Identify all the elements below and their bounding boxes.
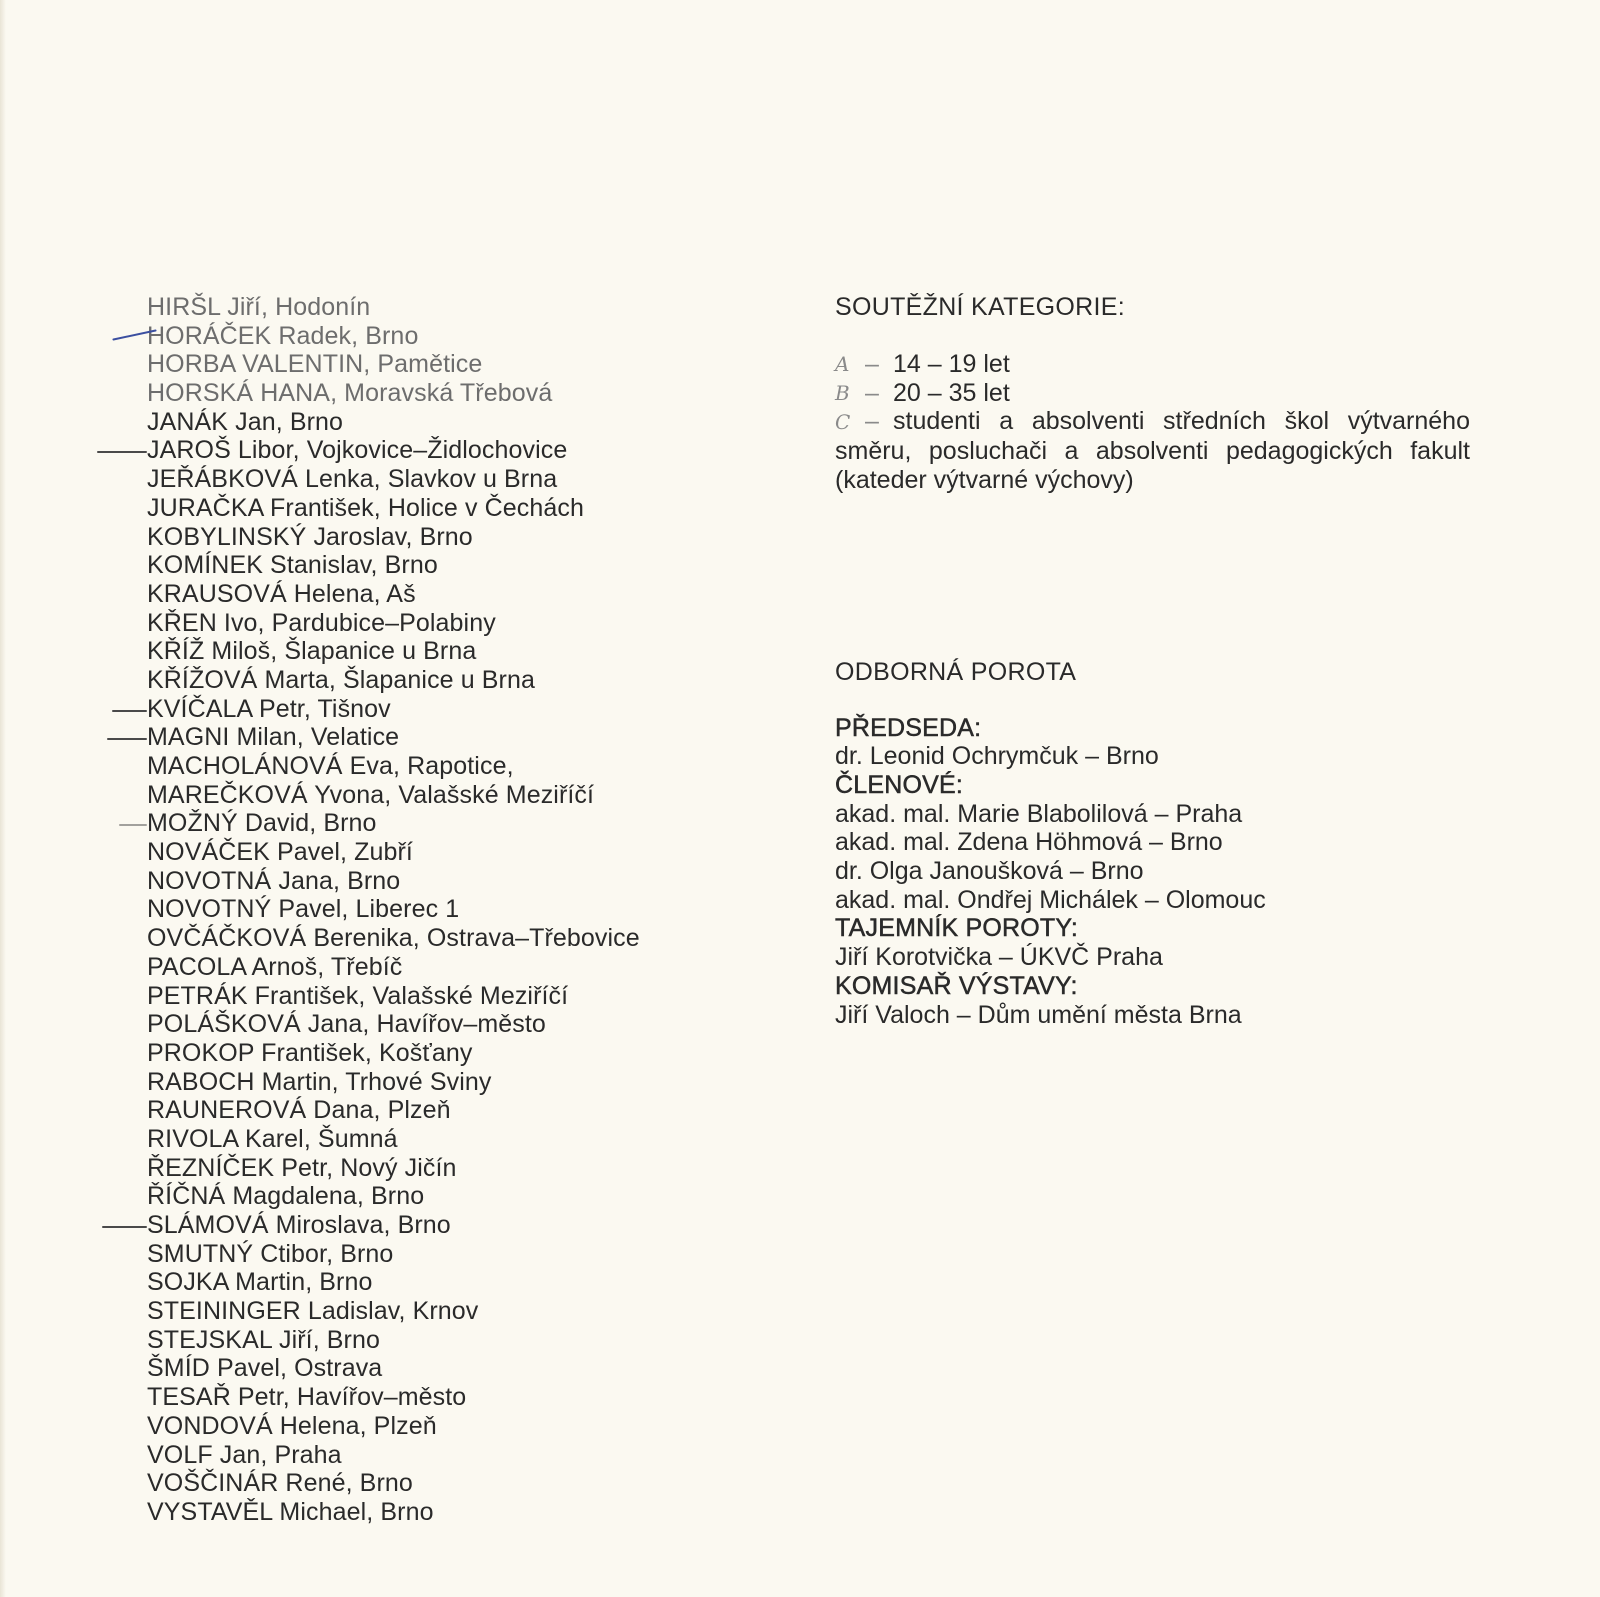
list-item: [147, 953, 640, 982]
participant-name: KVÍČALA Petr, Tišnov: [147, 694, 391, 723]
members-label: ČLENOVÉ:: [835, 770, 964, 799]
participant-name: RABOCH Martin, Trhové Sviny: [147, 1067, 492, 1096]
pen-mark: [119, 824, 147, 826]
category-letter: C: [835, 410, 851, 435]
secretary-name: Jiří Korotvička – ÚKVČ Praha: [835, 943, 1163, 972]
page-edge: [0, 0, 6, 1597]
participant-name: STEJSKAL Jiří, Brno: [147, 1325, 380, 1354]
pen-mark: [112, 710, 147, 712]
list-item: [147, 1469, 640, 1498]
list-item: [147, 322, 640, 351]
jury-list: [835, 714, 1470, 1030]
list-item: [147, 838, 640, 867]
list-item: [147, 1297, 640, 1326]
participant-name: KŘÍŽ Miloš, Šlapanice u Brna: [147, 637, 477, 666]
list-item: [147, 1182, 640, 1211]
category-item: [835, 350, 1470, 379]
participant-name: RIVOLA Karel, Šumná: [147, 1124, 398, 1153]
chair-label: PŘEDSEDA:: [835, 713, 982, 742]
participant-name: PACOLA Arnoš, Třebíč: [147, 952, 403, 981]
category-letter: A: [835, 352, 850, 376]
categories-heading: SOUTĚŽNÍ KATEGORIE:: [835, 293, 1125, 321]
categories-list: [835, 350, 1470, 495]
participant-name: VOLF Jan, Praha: [147, 1440, 342, 1469]
participant-name: JURAČKA František, Holice v Čechách: [147, 493, 584, 522]
list-item: [147, 809, 640, 838]
participant-name: SMUTNÝ Ctibor, Brno: [147, 1239, 394, 1268]
participant-name: HORBA VALENTIN, Pamětice: [147, 350, 483, 379]
list-item: [147, 1125, 640, 1154]
participant-name: KRAUSOVÁ Helena, Aš: [147, 579, 416, 608]
participant-name: NOVOTNÝ Pavel, Liberec 1: [147, 895, 460, 924]
list-item: [147, 982, 640, 1011]
list-item: [147, 752, 640, 781]
list-item: [147, 350, 640, 379]
list-item: [147, 523, 640, 552]
list-item: [147, 723, 640, 752]
category-dash: –: [865, 350, 879, 378]
participant-name: RAUNEROVÁ Dana, Plzeň: [147, 1096, 451, 1125]
participant-name: MACHOLÁNOVÁ Eva, Rapotice,: [147, 752, 514, 780]
pen-mark: [97, 451, 147, 453]
secretary-label: TAJEMNÍK POROTY:: [835, 914, 1079, 943]
list-item: [147, 1354, 640, 1383]
list-item: [147, 867, 640, 896]
list-item: [147, 408, 640, 437]
participant-name: MOŽNÝ David, Brno: [147, 809, 377, 838]
list-item: [147, 1441, 640, 1470]
list-item: [147, 1154, 640, 1183]
participant-name: STEININGER Ladislav, Krnov: [147, 1297, 479, 1326]
participant-name: SLÁMOVÁ Miroslava, Brno: [147, 1211, 451, 1239]
member-name: dr. Olga Janoušková – Brno: [835, 857, 1144, 886]
participant-name: MAREČKOVÁ Yvona, Valašské Meziříčí: [147, 780, 595, 809]
list-item: [147, 1211, 640, 1240]
list-item: [147, 1010, 640, 1039]
list-item: [147, 1326, 640, 1355]
participant-name: HIRŠL Jiří, Hodonín: [147, 293, 371, 321]
list-item: [147, 1096, 640, 1125]
participant-name: JAROŠ Libor, Vojkovice–Židlochovice: [147, 436, 568, 465]
list-item: [147, 1498, 640, 1527]
participant-name: NOVOTNÁ Jana, Brno: [147, 866, 401, 895]
commissioner-name: Jiří Valoch – Dům umění města Brna: [835, 1000, 1242, 1029]
list-item: [147, 1240, 640, 1269]
participant-name: NOVÁČEK Pavel, Zubří: [147, 838, 413, 867]
list-item: [147, 609, 640, 638]
participant-name: VONDOVÁ Helena, Plzeň: [147, 1411, 437, 1440]
category-item: [835, 407, 1470, 494]
category-letter: B: [835, 380, 850, 405]
category-text: studenti a absolventi středních škol výtvarného směru, posluchači a absolventi pedagogických fakult (kateder výtvarné výchovy): [835, 407, 1470, 494]
commissioner-label: KOMISAŘ VÝSTAVY:: [835, 971, 1078, 1000]
participants-list: [147, 293, 640, 1527]
participant-name: KŘÍŽOVÁ Marta, Šlapanice u Brna: [147, 665, 535, 694]
list-item: [147, 1039, 640, 1068]
list-item: [147, 924, 640, 953]
participant-name: VYSTAVĚL Michael, Brno: [147, 1497, 434, 1526]
participant-name: ŠMÍD Pavel, Ostrava: [147, 1354, 383, 1383]
participant-name: KOMÍNEK Stanislav, Brno: [147, 551, 438, 580]
pen-mark: [107, 738, 147, 740]
participant-name: JEŘÁBKOVÁ Lenka, Slavkov u Brna: [147, 465, 558, 494]
participant-name: POLÁŠKOVÁ Jana, Havířov–město: [147, 1010, 546, 1039]
participant-name: KŘEN Ivo, Pardubice–Polabiny: [147, 608, 496, 637]
list-item: [147, 781, 640, 810]
participant-name: ŘEZNÍČEK Petr, Nový Jičín: [147, 1153, 457, 1182]
list-item: [147, 1383, 640, 1412]
participant-name: PETRÁK František, Valašské Meziříčí: [147, 981, 569, 1010]
participant-name: OVČÁČKOVÁ Berenika, Ostrava–Třebovice: [147, 924, 640, 953]
participant-name: MAGNI Milan, Velatice: [147, 723, 400, 752]
right-column: [835, 292, 1470, 1029]
list-item: [147, 379, 640, 408]
category-text: 20 – 35 let: [893, 378, 1010, 407]
category-dash: –: [865, 407, 879, 436]
participant-name: SOJKA Martin, Brno: [147, 1268, 373, 1297]
list-item: [147, 637, 640, 666]
list-item: [147, 436, 640, 465]
category-text: 14 – 19 let: [893, 350, 1010, 378]
jury-heading: ODBORNÁ POROTA: [835, 657, 1077, 686]
participant-name: PROKOP František, Košťany: [147, 1038, 473, 1067]
participant-name: JANÁK Jan, Brno: [147, 407, 344, 436]
list-item: [147, 1068, 640, 1097]
list-item: [147, 580, 640, 609]
list-item: [147, 666, 640, 695]
participant-name: HORSKÁ HANA, Moravská Třebová: [147, 379, 553, 408]
member-name: akad. mal. Zdena Höhmová – Brno: [835, 828, 1223, 857]
participant-name: TESAŘ Petr, Havířov–město: [147, 1383, 467, 1412]
list-item: [147, 1268, 640, 1297]
list-item: [147, 551, 640, 580]
category-dash: –: [865, 378, 879, 407]
chair-name: dr. Leonid Ochrymčuk – Brno: [835, 742, 1159, 771]
pen-mark: [102, 1226, 147, 1228]
member-name: akad. mal. Ondřej Michálek – Olomouc: [835, 885, 1266, 914]
list-item: [147, 695, 640, 724]
participant-name: VOŠČINÁR René, Brno: [147, 1469, 413, 1498]
participant-name: ŘÍČNÁ Magdalena, Brno: [147, 1182, 425, 1211]
list-item: [147, 494, 640, 523]
member-name: akad. mal. Marie Blabolilová – Praha: [835, 799, 1243, 828]
list-item: [147, 293, 640, 322]
participant-name: KOBYLINSKÝ Jaroslav, Brno: [147, 522, 473, 551]
list-item: [147, 465, 640, 494]
list-item: [147, 1412, 640, 1441]
list-item: [147, 895, 640, 924]
participant-name: HORÁČEK Radek, Brno: [147, 321, 419, 350]
category-item: [835, 379, 1470, 408]
